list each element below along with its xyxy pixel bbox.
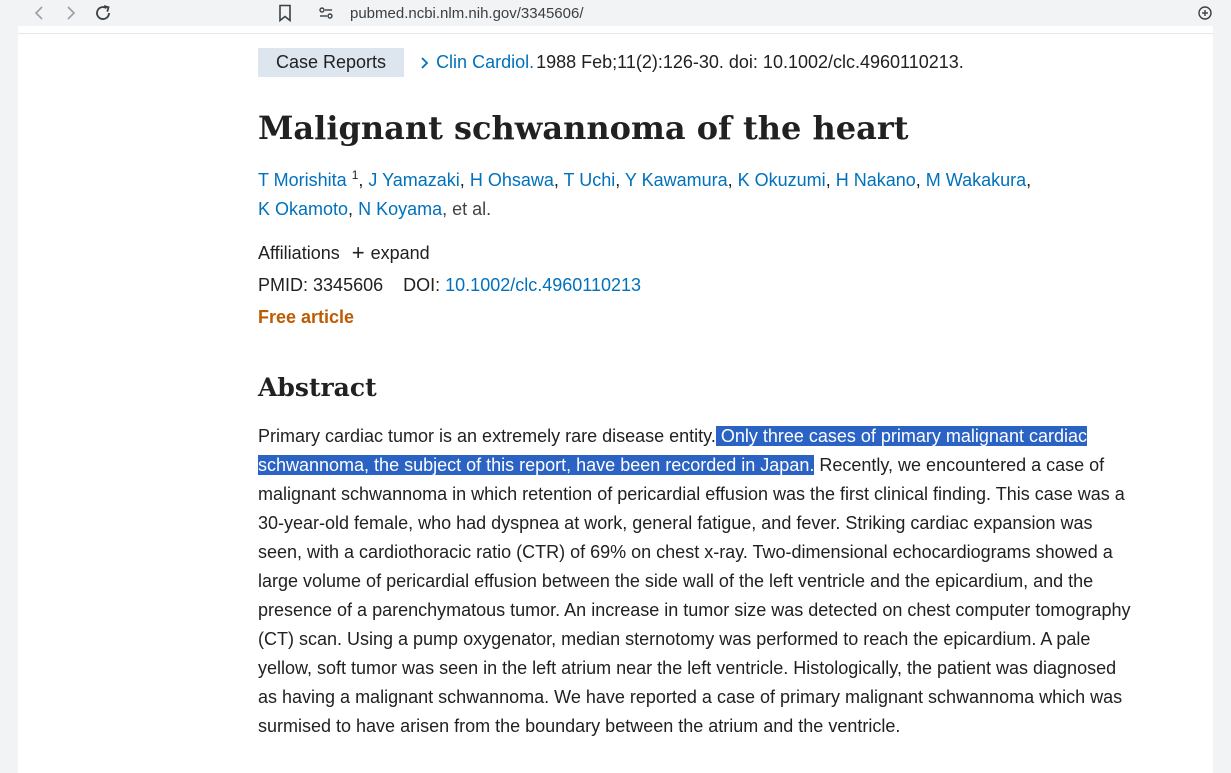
- back-button[interactable]: [28, 2, 50, 24]
- abstract-text-start: Primary cardiac tumor is an extremely rare disease entity.: [258, 426, 716, 446]
- author-separator: ,: [915, 170, 926, 190]
- page-divider: [18, 33, 1213, 34]
- pmid-label: PMID:: [258, 275, 309, 295]
- zoom-button[interactable]: [1194, 2, 1216, 24]
- author-list: [258, 166, 1088, 224]
- author-separator: ,: [553, 170, 564, 190]
- chevron-right-icon: [420, 56, 430, 70]
- pmid-value: 3345606: [313, 275, 384, 295]
- article-title: Malignant schwannoma of the heart: [258, 109, 909, 147]
- author-separator: ,: [727, 170, 738, 190]
- author-link[interactable]: N Koyama: [358, 199, 443, 219]
- selected-text: Only three cases of primary malignant cardiac schwannoma, the subject of this report, have been recorded in Japan.: [258, 426, 1087, 475]
- author-link[interactable]: Y Kawamura: [624, 170, 728, 190]
- free-article-label: Free article: [258, 307, 355, 327]
- chevron-left-icon: [32, 5, 46, 21]
- affiliations-row: [258, 240, 1138, 266]
- page-gutter-right: [1213, 26, 1231, 773]
- author-link[interactable]: H Nakano: [835, 170, 916, 190]
- et-al-text: , et al.: [442, 199, 492, 219]
- bookmark-icon: [278, 4, 292, 22]
- citation-details: 1988 Feb;11(2):126-30. doi: 10.1002/clc.4960110213.: [536, 52, 964, 72]
- expand-affiliations-button[interactable]: [352, 240, 430, 266]
- affiliations-label: Affiliations: [258, 243, 340, 263]
- author-link[interactable]: T Uchi: [563, 170, 616, 190]
- doi-label: DOI:: [403, 275, 441, 295]
- citation-row: [258, 48, 1138, 77]
- zoom-in-icon: [1197, 5, 1213, 21]
- identifiers-row: [258, 272, 1138, 298]
- doi-link[interactable]: 10.1002/clc.4960110213: [445, 275, 641, 295]
- browser-toolbar: [0, 0, 1231, 26]
- author-link[interactable]: K Okuzumi: [737, 170, 826, 190]
- author-separator: ,: [358, 170, 369, 190]
- url-text[interactable]: pubmed.ncbi.nlm.nih.gov/3345606/: [350, 4, 584, 22]
- affiliation-number[interactable]: 1: [351, 168, 359, 182]
- publication-type-badge: Case Reports: [258, 48, 404, 77]
- page-gutter-left: [0, 26, 18, 773]
- plus-icon: +: [351, 240, 365, 265]
- author-link[interactable]: H Ohsawa: [469, 170, 554, 190]
- author-link[interactable]: K Okamoto: [258, 199, 349, 219]
- author-separator: ,: [1026, 170, 1032, 190]
- chevron-right-icon: [64, 5, 78, 21]
- author-separator: ,: [459, 170, 470, 190]
- reload-icon: [93, 3, 113, 23]
- author-separator: ,: [348, 199, 359, 219]
- bookmark-button[interactable]: [274, 2, 296, 24]
- journal-link[interactable]: Clin Cardiol.: [436, 52, 535, 72]
- forward-button[interactable]: [60, 2, 82, 24]
- reload-button[interactable]: [92, 2, 114, 24]
- abstract-text: [258, 422, 1138, 741]
- address-bar[interactable]: [308, 0, 1188, 26]
- author-separator: ,: [615, 170, 625, 190]
- author-link[interactable]: M Wakakura: [925, 170, 1027, 190]
- site-settings-icon[interactable]: [316, 3, 336, 23]
- author-link[interactable]: J Yamazaki: [368, 170, 460, 190]
- author-link[interactable]: T Morishita: [258, 170, 347, 190]
- abstract-text-rest: Recently, we encountered a case of malignant schwannoma in which retention of pericardial effusion was the first clinical finding. This case was a 30-year-old female, who had dyspnea at work, general fatigue, and fever. Striking cardiac expansion was seen, with a cardiothoracic ratio (CTR) of 69% on chest x-ray. Two-dimensional echocardiograms showed a large volume of pericardial effusion between the side wall of the left ventricle and the epicardium, and the presence of a parenchymatous tumor. An increase in tumor size was detected on chest computer tomography (CT) scan. Using a pump oxygenator, median sternotomy was performed to reach the epicardium. A pale yellow, soft tumor was seen in the left atrium near the left ventricle. Histologically, the patient was diagnosed as having a malignant schwannoma. We have reported a case of primary malignant schwannoma which was surmised to have arisen from the boundary between the atrium and the ventricle.: [258, 455, 1131, 736]
- author-separator: ,: [825, 170, 836, 190]
- abstract-heading: Abstract: [258, 373, 377, 402]
- expand-label: expand: [370, 243, 430, 263]
- article-content: [258, 48, 1138, 741]
